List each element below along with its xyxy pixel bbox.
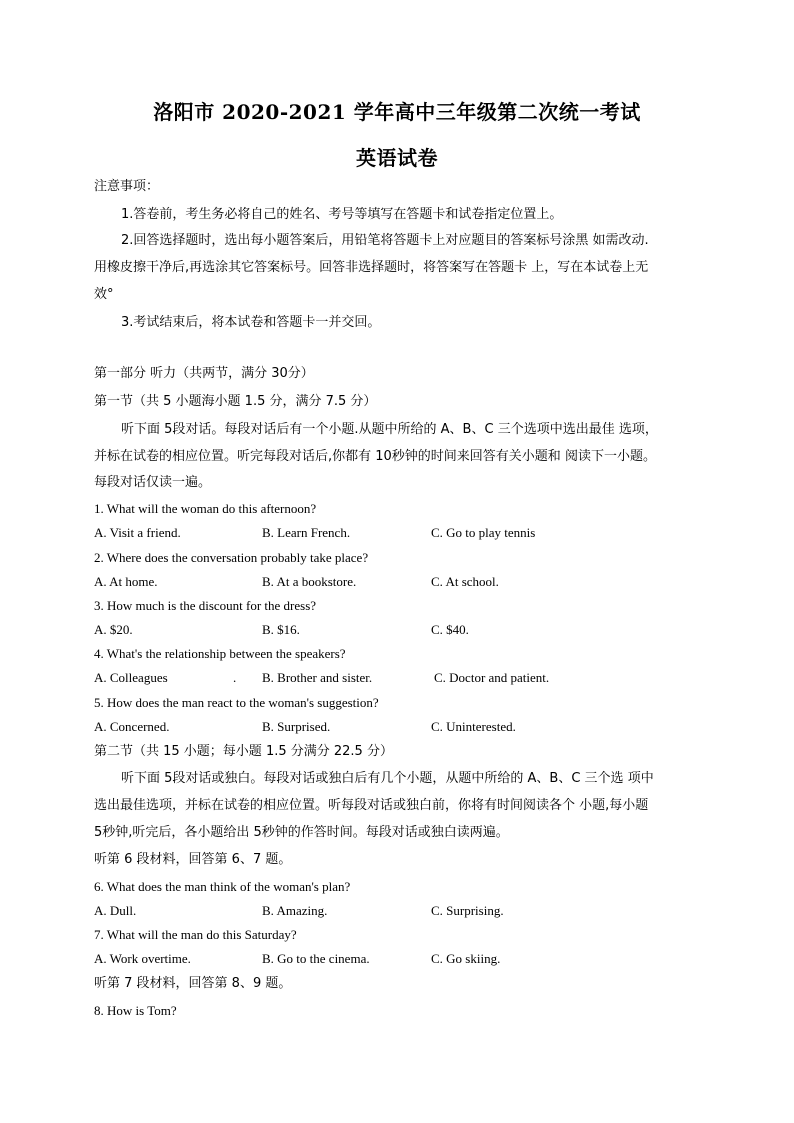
question-5: 5. How does the man react to the woman's suggestion? <box>94 695 379 710</box>
q3-option-a: A. $20. <box>94 622 133 637</box>
notice-item-3: 3.考试结束后，将本试卷和答题卡一并交回。 <box>121 315 381 330</box>
q4-option-b: B. Brother and sister. <box>262 670 373 685</box>
material-7-instruction: 听第 7 段材料，回答第 8、9 题。 <box>94 976 292 991</box>
q4-option-c: C. Doctor and patient. <box>434 670 550 685</box>
question-2: 2. Where does the conversation probably take place? <box>94 550 369 565</box>
notice-item-2-line-3: 效° <box>94 287 114 302</box>
section1-instructions-line-2: 并标在试卷的相应位置。听完每段对话后,你都有 10秒钟的时间来回答有关小题和 阅读下一小题。 <box>94 449 656 464</box>
q3-option-b: B. $16. <box>262 622 300 637</box>
question-6: 6. What does the man think of the woman's plan? <box>94 879 351 894</box>
exam-subtitle: 英语试卷 <box>356 146 438 170</box>
q1-option-c: C. Go to play tennis <box>431 525 536 540</box>
notice-item-2-line-2: 用橡皮擦干净后,再选涂其它答案标号。回答非选择题时，将答案写在答题卡 上，写在本试卷上无 <box>94 260 649 275</box>
question-3: 3. How much is the discount for the dress? <box>94 598 317 613</box>
q4-option-a: A. Colleagues <box>94 670 168 685</box>
section1-instructions-line-3: 每段对话仅读一遍。 <box>94 475 212 490</box>
q5-option-b: B. Surprised. <box>262 719 331 734</box>
q1-option-b: B. Learn French. <box>262 525 351 540</box>
question-7: 7. What will the man do this Saturday? <box>94 927 297 942</box>
section2-instructions-line-2: 选出最佳选项，并标在试卷的相应位置。听每段对话或独白前，你将有时间阅读各个 小题,每小题 <box>94 798 649 813</box>
notice-item-2-line-1: 2.回答选择题时，选出每小题答案后，用铅笔将答题卡上对应题目的答案标号涂黑 如需改动. <box>121 233 649 248</box>
section1-instructions-line-1: 听下面 5段对话。每段对话后有一个小题.从题中所给的 A、B、C 三个选项中选出最佳 选项， <box>121 422 658 437</box>
part1-heading: 第一部分 听力（共两节，满分 30分） <box>94 366 314 381</box>
material-6-instruction: 听第 6 段材料，回答第 6、7 题。 <box>94 852 292 867</box>
q5-option-a: A. Concerned. <box>94 719 170 734</box>
question-1: 1. What will the woman do this afternoon? <box>94 501 317 516</box>
q6-option-a: A. Dull. <box>94 903 137 918</box>
q4-stray-dot: . <box>233 670 237 685</box>
q7-option-c: C. Go skiing. <box>431 951 501 966</box>
q2-option-c: C. At school. <box>431 574 499 589</box>
q7-option-a: A. Work overtime. <box>94 951 191 966</box>
q5-option-c: C. Uninterested. <box>431 719 516 734</box>
q1-option-a: A. Visit a friend. <box>94 525 181 540</box>
question-4: 4. What's the relationship between the speakers? <box>94 646 346 661</box>
section1-heading: 第一节（共 5 小题海小题 1.5 分，满分 7.5 分） <box>94 394 377 409</box>
exam-title: 洛阳市 2020-2021 学年高中三年级第二次统一考试 <box>153 100 641 124</box>
q3-option-c: C. $40. <box>431 622 469 637</box>
q7-option-b: B. Go to the cinema. <box>262 951 370 966</box>
section2-instructions-line-3: 5秒钟,听完后，各小题给出 5秒钟的作答时间。每段对话或独白读两遍。 <box>94 825 509 840</box>
q2-option-b: B. At a bookstore. <box>262 574 357 589</box>
q2-option-a: A. At home. <box>94 574 158 589</box>
notice-heading: 注意事项： <box>94 179 160 194</box>
question-8: 8. How is Tom? <box>94 1003 177 1018</box>
q6-option-c: C. Surprising. <box>431 903 504 918</box>
section2-instructions-line-1: 听下面 5段对话或独白。每段对话或独白后有几个小题，从题中所给的 A、B、C 三个选 项中 <box>121 771 654 786</box>
q6-option-b: B. Amazing. <box>262 903 328 918</box>
notice-item-1: 1.答卷前，考生务必将自己的姓名、考号等填写在答题卡和试卷指定位置上。 <box>121 207 563 222</box>
section2-heading: 第二节（共 15 小题；每小题 1.5 分满分 22.5 分） <box>94 744 393 759</box>
